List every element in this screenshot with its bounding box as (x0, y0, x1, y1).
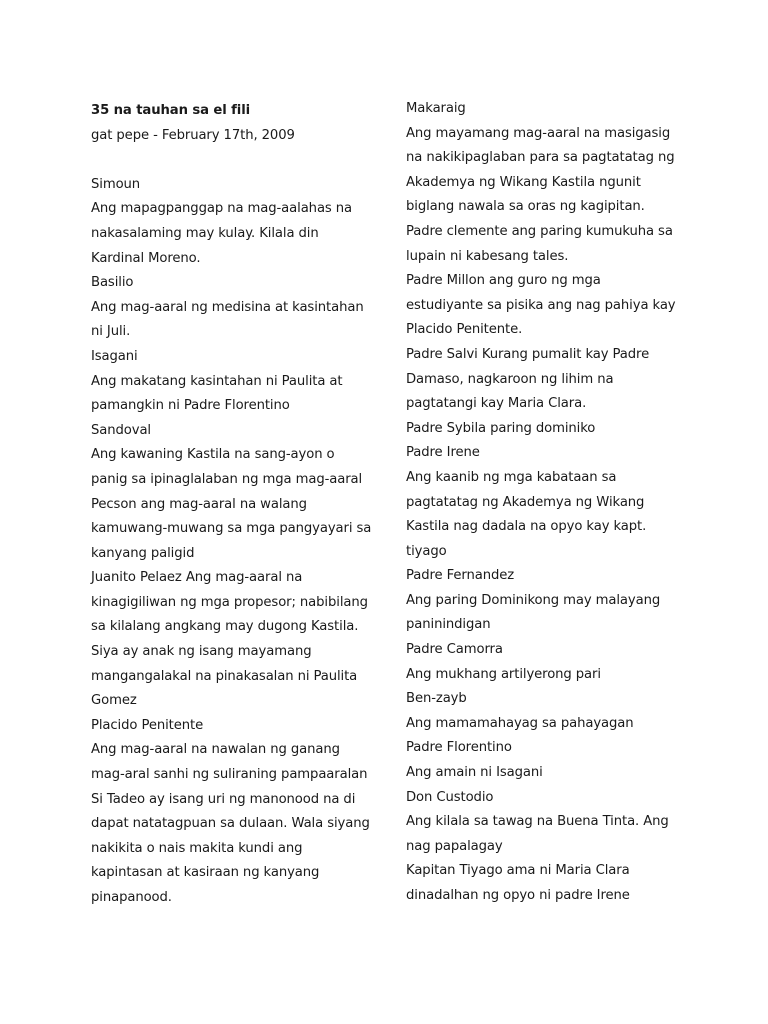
paragraph: Ang mamamahayag sa pahayagan (406, 715, 634, 731)
paragraph: Sandoval (91, 422, 151, 438)
right-column (406, 97, 696, 909)
paragraph: Ang mukhang artilyerong pari (406, 666, 601, 682)
paragraph: Padre Salvi Kurang pumalit kay Padre Damaso, nagkaroon ng lihim na pagtatangi kay Maria Clara. (406, 346, 650, 412)
paragraph: Ang makatang kasintahan ni Paulita at pamangkin ni Padre Florentino (91, 373, 343, 414)
left-column-body (91, 173, 381, 911)
paragraph: Ang mayamang mag-aaral na masigasig na nakikipaglaban para sa pagtatatag ng Akademya ng Wikang Kastila ngunit biglang nawala sa oras ng kagipitan. (406, 125, 675, 215)
paragraph: Padre Irene (406, 445, 480, 461)
paragraph: Padre Camorra (406, 642, 503, 658)
document-title: 35 na tauhan sa el fili (91, 103, 251, 118)
paragraph: Pecson ang mag-aaral na walang kamuwang-muwang sa mga pangyayari sa kanyang paligid (91, 496, 372, 561)
paragraph: Padre Sybila paring dominiko (406, 420, 596, 436)
paragraph: Simoun (91, 176, 141, 192)
paragraph: Padre Florentino (406, 740, 512, 756)
paragraph: Ang kilala sa tawag na Buena Tinta. Ang nag papalagay (406, 814, 669, 854)
paragraph: Kapitan Tiyago ama ni Maria Clara dinadalhan ng opyo ni padre Irene (406, 863, 630, 903)
paragraph: Placido Penitente (91, 717, 204, 733)
paragraph: Ang mapagpanggap na mag-aalahas na nakasalaming may kulay. Kilala din Kardinal Moreno. (91, 201, 353, 266)
paragraph: Ang mag-aaral ng medisina at kasintahan ni Juli. (91, 299, 364, 340)
left-column (91, 99, 381, 911)
paragraph: Ang mag-aaral na nawalan ng ganang mag-aral sanhi ng suliraning pampaaralan (91, 742, 368, 783)
paragraph: Ang kawaning Kastila na sang-ayon o panig sa ipinaglalaban ng mga mag-aaral (91, 447, 363, 487)
paragraph: Ang paring Dominikong may malayang paninindigan (406, 592, 661, 633)
paragraph: Padre clemente ang paring kumukuha sa lupain ni kabesang tales. (406, 223, 673, 264)
paragraph: Isagani (91, 348, 138, 364)
paragraph: Juanito Pelaez Ang mag-aaral na kinagigiliwan ng mga propesor; nabibilang sa kilalang angkang may dugong Kastila. Siya ay anak ng isang mayamang mangangalakal na pinakasalan ni Paulita Gomez (91, 570, 368, 709)
paragraph: Makaraig (406, 101, 466, 116)
paragraph: Padre Fernandez (406, 568, 515, 584)
paragraph: Don Custodio (406, 789, 494, 805)
author-date: gat pepe - February 17th, 2009 (91, 127, 295, 143)
paragraph: Basilio (91, 275, 134, 291)
paragraph: Ang amain ni Isagani (406, 765, 543, 781)
paragraph: Ang kaanib ng mga kabataan sa pagtatatag ng Akademya ng Wikang Kastila nag dadala na opyo kay kapt. tiyago (406, 469, 647, 559)
paragraph: Ben-zayb (406, 691, 467, 707)
paragraph: Padre Millon ang guro ng mga estudiyante sa pisika ang nag pahiya kay Placido Penitente. (406, 273, 676, 338)
paragraph: Si Tadeo ay isang uri ng manonood na di dapat natatagpuan sa dulaan. Wala siyang nakikita o nais makita kundi ang kapintasan at kasiraan ng kanyang pinapanood. (91, 791, 370, 905)
